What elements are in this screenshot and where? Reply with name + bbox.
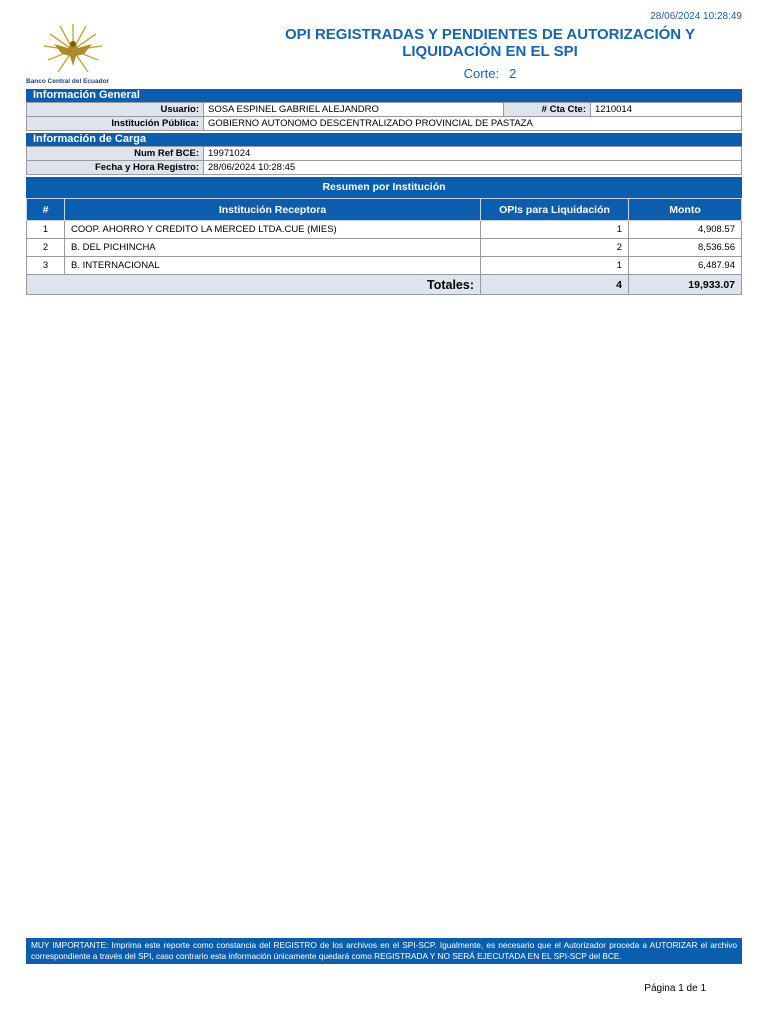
ref-label: Num Ref BCE:	[27, 147, 204, 161]
corte-label: Corte:	[463, 66, 500, 81]
col-monto: Monto	[629, 199, 742, 221]
section-info-general: Información General	[26, 89, 742, 102]
col-opis: OPIs para Liquidación	[481, 199, 629, 221]
report-title	[240, 26, 740, 60]
fecha-label: Fecha y Hora Registro:	[27, 161, 204, 175]
totales-label: Totales:	[27, 275, 481, 295]
condor-emblem-icon	[40, 22, 106, 78]
col-institucion: Institución Receptora	[65, 199, 481, 221]
usuario-label: Usuario:	[27, 103, 204, 117]
corte-value: 2	[509, 66, 517, 81]
info-general-table	[26, 102, 742, 131]
page-number: Página 1 de 1	[644, 983, 706, 994]
title-line-2: LIQUIDACIÓN EN EL SPI	[402, 43, 578, 60]
row-institucion: COOP. AHORRO Y CREDITO LA MERCED LTDA.CUE (MIES)	[65, 221, 481, 239]
institucion-label: Institución Pública:	[27, 117, 204, 131]
section-info-carga: Información de Carga	[26, 133, 742, 146]
totales-monto: 19,933.07	[629, 275, 742, 295]
resumen-table	[26, 198, 742, 295]
row-institucion: B. DEL PICHINCHA	[65, 239, 481, 257]
row-monto: 8,536.56	[629, 239, 742, 257]
row-opis: 2	[481, 239, 629, 257]
info-carga-table	[26, 146, 742, 175]
row-num: 3	[27, 257, 65, 275]
usuario-value: SOSA ESPINEL GABRIEL ALEJANDRO	[204, 103, 504, 117]
row-monto: 4,908.57	[629, 221, 742, 239]
table-row	[27, 257, 742, 275]
row-num: 1	[27, 221, 65, 239]
corte-line	[240, 66, 740, 81]
totales-opis: 4	[481, 275, 629, 295]
totales-row	[27, 275, 742, 295]
fecha-value: 28/06/2024 10:28:45	[204, 161, 742, 175]
bank-logo	[26, 22, 120, 88]
col-num: #	[27, 199, 65, 221]
resumen-header-row	[27, 199, 742, 221]
row-monto: 6,487.94	[629, 257, 742, 275]
table-row	[27, 239, 742, 257]
cta-value: 1210014	[591, 103, 742, 117]
title-line-1: OPI REGISTRADAS Y PENDIENTES DE AUTORIZACIÓN Y	[284, 26, 696, 43]
resumen-title: Resumen por Institución	[26, 177, 742, 198]
table-row	[27, 221, 742, 239]
row-num: 2	[27, 239, 65, 257]
row-opis: 1	[481, 257, 629, 275]
bank-name: Banco Central del Ecuador	[26, 78, 110, 85]
institucion-value: GOBIERNO AUTONOMO DESCENTRALIZADO PROVINCIAL DE PASTAZA	[204, 117, 742, 131]
important-note: MUY IMPORTANTE: Imprima este reporte como constancia del REGISTRO de los archivos en el SPI-SCP. Igualmente, es necesario que el Autorizador proceda a AUTORIZAR el archivo correspondiente a través del SPI, caso contrario esta información únicamente quedará como REGISTRADA Y NO SERÁ EJECUTADA EN EL SPI-SCP del BCE.	[26, 938, 742, 964]
cta-label: # Cta Cte:	[504, 103, 591, 117]
ref-value: 19971024	[204, 147, 742, 161]
row-opis: 1	[481, 221, 629, 239]
report-timestamp: 28/06/2024 10:28:49	[650, 11, 742, 22]
row-institucion: B. INTERNACIONAL	[65, 257, 481, 275]
